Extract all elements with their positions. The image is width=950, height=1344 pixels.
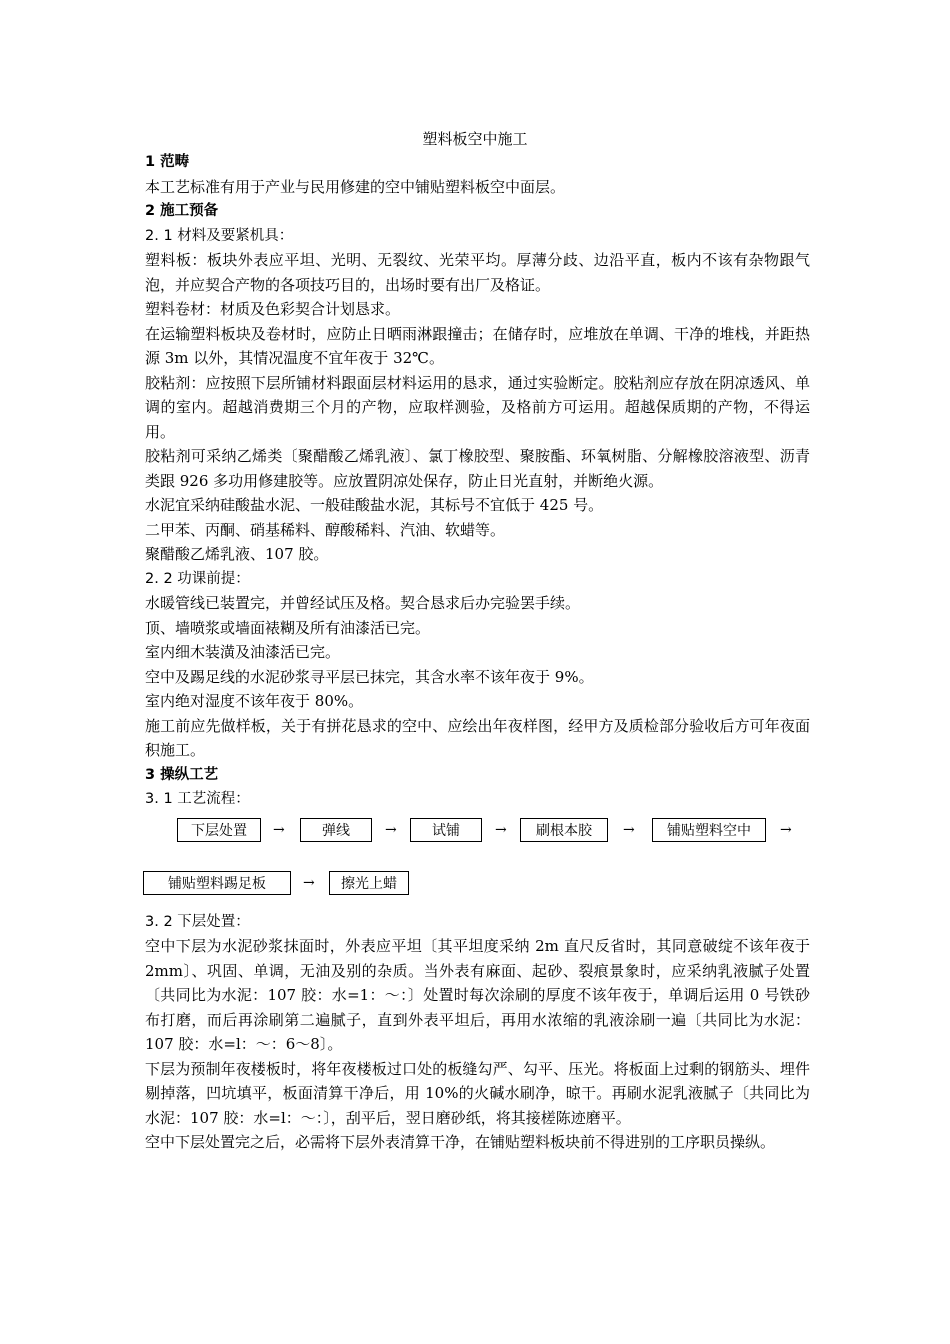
flow-arrow-icon: → bbox=[273, 821, 285, 838]
paragraph-humidity: 室内绝对湿度不该年夜于 80%。 bbox=[145, 692, 364, 710]
section-2-1-heading: 2. 1 材料及要紧机具： bbox=[145, 227, 294, 244]
flow-arrow-icon: → bbox=[623, 821, 635, 838]
section-2-heading: 2 施工预备 bbox=[145, 203, 219, 219]
flow-step-trial-lay: 试铺 bbox=[410, 818, 482, 842]
section-2-2-heading: 2. 2 功课前提： bbox=[145, 570, 250, 587]
document-body bbox=[145, 150, 810, 1155]
paragraph-woodwork: 室内细木装潢及油漆活已完。 bbox=[145, 643, 341, 661]
paragraph-adhesive-types: 胶粘剂可采纳乙烯类〔聚醋酸乙烯乳液〕、氯丁橡胶型、聚胺酯、环氧树脂、分解橡胶溶液型、沥青类跟 926 多功用修建胶等。应放置阴凉处保存，防止日光直射，并断绝火源。 bbox=[145, 447, 810, 490]
paragraph-solvents: 二甲苯、丙酮、硝基稀料、醇酸稀料、汽油、软蜡等。 bbox=[145, 520, 506, 539]
paragraph-pipes: 水暖管线已装置完，并曾经试压及格。契合恳求后办完验罢手续。 bbox=[145, 594, 581, 612]
process-flowchart bbox=[145, 812, 810, 910]
flow-step-lay-skirting: 铺贴塑料踢足板 bbox=[143, 871, 291, 895]
paragraph-plastic-roll: 塑料卷材：材质及色彩契合计划恳求。 bbox=[145, 300, 401, 318]
section-1-heading: 1 范畴 bbox=[145, 154, 190, 170]
flow-step-base-glue: 刷根本胶 bbox=[520, 818, 608, 842]
flow-step-polish-wax: 擦光上蜡 bbox=[329, 871, 409, 895]
section-3-1-heading: 3. 1 工艺流程： bbox=[145, 791, 250, 807]
paragraph-cement: 水泥宜采纳硅酸盐水泥、一般硅酸盐水泥，其标号不宜低于 425 号。 bbox=[145, 496, 604, 514]
paragraph-ceiling: 顶、墙喷浆或墙面裱糊及所有油漆活已完。 bbox=[145, 618, 431, 637]
section-3-heading: 3 操纵工艺 bbox=[145, 766, 219, 783]
paragraph-adhesive: 胶粘剂：应按照下层所铺材料跟面层材料运用的恳求，通过实验断定。胶粘剂应存放在阴凉透风、单调的室内。超越消费期三个月的产物，应取样测验，及格前方可运用。超越保质期的产物，不得运用。 bbox=[145, 373, 810, 441]
flow-step-lay-floor: 铺贴塑料空中 bbox=[652, 818, 766, 842]
flow-step-marking: 弹线 bbox=[300, 818, 372, 842]
flow-arrow-icon: → bbox=[303, 874, 315, 891]
flow-arrow-icon: → bbox=[385, 821, 397, 838]
paragraph-sample: 施工前应先做样板，关于有拼花恳求的空中、应绘出年夜样图，经甲方及质检部分验收后方可年夜面积施工。 bbox=[145, 716, 810, 759]
paragraph-cement-base: 空中下层为水泥砂浆抹面时，外表应平坦〔其平坦度采纳 2m 直尺反省时，其同意破绽不该年夜于 2mm〕、巩固、单调，无油及别的杂质。当外表有麻面、起砂、裂痕景象时，应采纳乳液腻子处置〔共同比为水泥：107 胶：水=1：～：〕处置时每次涂刷的厚度不该年夜于，单调后运用 0 号铁砂布打磨，而后再涂刷第二遍腻子，直到外表平坦后，再用水浓缩的乳液涂刷一遍〔共同比为水泥：107 胶：水=l：～：6～8〕。 bbox=[145, 937, 810, 1053]
flow-arrow-icon: → bbox=[780, 821, 792, 838]
section-1-paragraph: 本工艺标准有用于产业与民用修建的空中铺贴塑料板空中面层。 bbox=[145, 177, 566, 196]
section-3-2-heading: 3. 2 下层处置： bbox=[145, 913, 250, 930]
paragraph-plastic-board: 塑料板：板块外表应平坦、光明、无裂纹、光荣平均。厚薄分歧、边沿平直，板内不该有杂物跟气泡，并应契合产物的各项技巧目的，出场时要有出厂及格证。 bbox=[145, 251, 810, 294]
document-title: 塑料板空中施工 bbox=[422, 130, 528, 148]
paragraph-emulsion: 聚醋酸乙烯乳液、107 胶。 bbox=[145, 545, 329, 563]
flow-arrow-icon: → bbox=[495, 821, 507, 838]
paragraph-cleaning: 空中下层处置完之后，必需将下层外表清算干净，在铺贴塑料板块前不得进别的工序职员操纵。 bbox=[145, 1133, 776, 1151]
paragraph-transport: 在运输塑料板块及卷材时，应防止日晒雨淋跟撞击；在储存时，应堆放在单调、干净的堆栈，并距热源 3m 以外，其情况温度不宜年夜于 32℃。 bbox=[145, 324, 810, 367]
flow-step-base-treatment: 下层处置 bbox=[177, 818, 261, 842]
paragraph-precast-slab: 下层为预制年夜楼板时，将年夜楼板过口处的板缝勾严、勾平、压光。将板面上过剩的钢筋头、埋件剔掉落，凹坑填平，板面清算干净后，用 10%的火碱水刷净，晾干。再刷水泥乳液腻子〔共同比为水泥：107 胶：水=l：～：〕，刮平后，翌日磨砂纸，将其接槎陈迹磨平。 bbox=[145, 1059, 810, 1127]
paragraph-leveling: 空中及踢足线的水泥砂浆寻平层已抹完，其含水率不该年夜于 9%。 bbox=[145, 667, 594, 686]
